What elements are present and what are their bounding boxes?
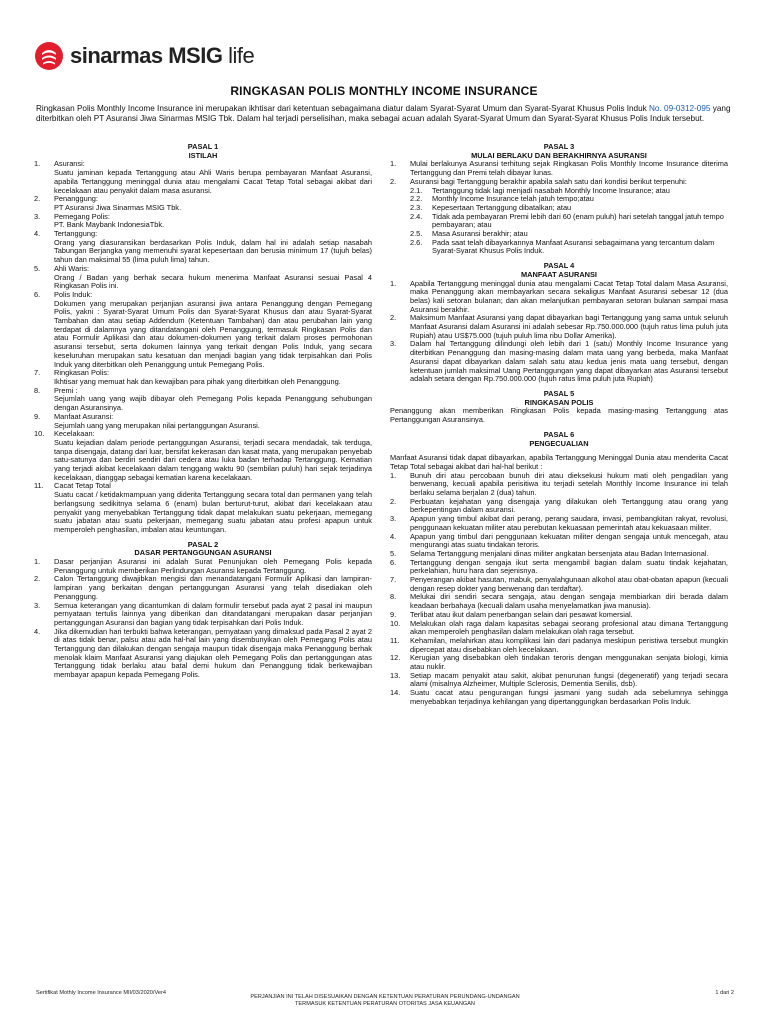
item-text: Melakukan olah raga dalam kapasitas sebagai seorang profesional atau dimana Tertanggung akan memperoleh penghasilan dalam melakukan olah raga tersebut. — [410, 618, 728, 637]
item-number: 4. — [34, 229, 41, 239]
pasal3-title: PASAL 3 — [543, 142, 575, 151]
item-text: Masa Asuransi berakhir; atau — [432, 229, 528, 239]
item-number: 5. — [34, 263, 41, 273]
pasal6-text: Manfaat Asuransi tidak dapat dibayarkan, apabila Tertanggung Meninggal Dunia atau menderita Cacat Tetap Total sebagai akibat dari hal-hal berikut : — [390, 453, 728, 471]
pasal3-sublist — [390, 187, 728, 257]
definition-item — [34, 482, 372, 534]
exclusion-item — [390, 576, 728, 593]
item-text: Terlibat atau ikut dalam penerbangan selain dari pesawat komersial. — [410, 609, 633, 619]
item-text: Kerugian yang disebabkan oleh tindakan teroris dengan menggunakan senjata biologi, kimia atau nuklir. — [410, 653, 728, 672]
item-text: Asuransi: Suatu jaminan kepada Tertanggung atau Ahli Waris berupa pembayaran Manfaat Asuransi, apabila Tertanggung meninggal dunia atau mengalami Cacat Tetap Total sebagai akibat dari kecelakaan atau penyakit dalam masa asuransi. — [54, 159, 372, 195]
item-number: 2. — [390, 176, 397, 186]
item-text: Tertanggung tidak lagi menjadi nasabah Monthly Income Insurance; atau — [432, 185, 670, 195]
item-number: 2. — [390, 496, 397, 506]
item-number: 8. — [390, 592, 397, 602]
definition-item — [34, 413, 372, 430]
definition-item — [34, 195, 372, 212]
item-number: 3. — [390, 339, 397, 349]
pasal6-list — [390, 472, 728, 707]
item-text: Setiap macam penyakit atau sakit, akibat penurunan fungsi (degeneratif) yang terjadi secara alami (misalnya Alzheimer, Multiple Sclerosis, Dementia Senilis, dsb). — [410, 670, 728, 689]
item-text: Suatu cacat atau pengurangan fungsi jasmani yang sudah ada sebelumnya sehingga menyebabkan terjadinya kehilangan yang dipertanggungkan berdasarkan Polis Induk. — [410, 688, 728, 706]
pasal2-title: PASAL 2 — [187, 539, 219, 549]
item-number: 8. — [34, 385, 41, 395]
item-number: 2.5. — [410, 229, 423, 239]
footer-certificate-code: Sertifikat Mothly Income Insurance MII/03/2020/Ver4 — [36, 990, 166, 996]
pasal1-list — [34, 160, 372, 534]
item-number: 10. — [390, 618, 401, 628]
item-number: 1. — [390, 470, 397, 480]
item-text: Penanggung: PT Asuransi Jiwa Sinarmas MSIG Tbk. — [54, 194, 182, 212]
pasal4-list — [390, 280, 728, 384]
footer-notice-line1: PERJANJIAN INI TELAH DISESUAIKAN DENGAN KETENTUAN PERATURAN PERUNDANG-UNDANGAN — [250, 994, 520, 1000]
item-number: 9. — [390, 609, 397, 619]
item-text: Ahli Waris: Orang / Badan yang berhak secara hukum menerima Manfaat Asuransi sesuai Pasal 4 Ringkasan Polis ini. — [54, 263, 372, 291]
polis-number: No. 09-0312-095 — [649, 104, 711, 113]
item-text: Calon Tertanggung diwajibkan mengisi dan menandatangani Formulir Aplikasi dan lampiran-lampiran yang berkaitan dengan pertanggungan Asuransi yang telah disediakan oleh Penanggung. — [54, 574, 372, 601]
list-item — [34, 558, 372, 575]
definition-item — [34, 160, 372, 195]
item-number: 5. — [390, 548, 397, 558]
item-text: Kepesertaan Tertanggung dibatalkan; atau — [432, 202, 572, 212]
item-number: 11. — [390, 635, 400, 645]
definition-item — [34, 213, 372, 230]
item-text: Bunuh diri atau percobaan bunuh diri atau dieksekusi hukum mati oleh pengadilan yang berwenang, kecuali apabila perisitiwa itu terjadi setelah Monthly Income Insurance ini telah berlaku selama berjalan 2 (dua) tahun. — [410, 470, 728, 498]
exclusion-item — [390, 620, 728, 637]
item-number: 7. — [34, 368, 41, 378]
item-text: Perbuatan kejahatan yang disengaja yang dilakukan oleh Tertanggung atau orang yang berkepentingan dalam asuransi. — [410, 496, 728, 515]
pasal1-subtitle: ISTILAH — [188, 150, 218, 160]
exclusion-item — [390, 498, 728, 515]
company-logo — [34, 40, 254, 72]
item-number: 1. — [34, 159, 41, 169]
pasal3-list — [390, 160, 728, 186]
definition-item — [34, 291, 372, 369]
item-text: Dasar perjanjian Asuransi ini adalah Surat Penunjukan oleh Pemegang Polis kepada Penanggung untuk memberikan Perlindungan Asuransi kepada Tertanggung. — [54, 557, 372, 575]
left-column — [34, 143, 372, 680]
item-number: 2. — [34, 194, 41, 204]
pasal5-text: Penanggung akan memberikan Ringkasan Polis kepada masing-masing Tertanggung atas Pertanggungan Asuransinya. — [390, 406, 728, 425]
definition-item — [34, 387, 372, 413]
item-number: 1. — [34, 557, 41, 567]
item-number: 13. — [390, 670, 401, 680]
pasal6-title: PASAL 6 — [543, 429, 575, 439]
item-number: 1. — [390, 159, 397, 169]
logo-text: sinarmas MSIG life — [70, 43, 255, 68]
item-number: 10. — [34, 429, 45, 439]
exclusion-item — [390, 672, 728, 689]
item-number: 3. — [390, 514, 397, 524]
item-text: Ringkasan Polis: Ikhtisar yang memuat hak dan kewajiban para pihak yang diterbitkan oleh Penanggung. — [54, 368, 341, 386]
pasal5-subtitle: RINGKASAN POLIS — [524, 397, 594, 407]
item-number: 9. — [34, 411, 41, 421]
sinarmas-msig-logo-mark — [34, 41, 64, 71]
definition-item — [34, 265, 372, 291]
pasal3-subtitle: MULAI BERLAKU DAN BERAKHIRNYA ASURANSI — [471, 150, 647, 160]
sub-list-item — [390, 213, 728, 230]
item-text: Apapun yang timbul akibat dari perang, perang saudara, invasi, pembangkitan rakyat, revolusi, penggunaan kekuatan militer atau perebutan kekuasaan pemerintah atau kekuasaan militer. — [410, 514, 728, 532]
list-item — [390, 160, 728, 177]
list-item — [34, 628, 372, 680]
list-item — [390, 314, 728, 340]
item-text: Apapun yang timbul dari penggunaan kekuatan militer dengan sengaja untuk mencegah, atau mengurangi atas suatu tindakan teroris. — [410, 531, 728, 550]
exclusion-item — [390, 515, 728, 532]
sub-list-item — [390, 239, 728, 256]
item-text: Tertanggung dengan sengaja ikut serta mengambil bagian dalam suatu tindak kejahatan, perkelahian, huru hara dan sejenisnya. — [410, 557, 728, 576]
footer-page-number: 1 dari 2 — [715, 990, 734, 996]
item-number: 2.4. — [410, 211, 423, 221]
exclusion-item — [390, 637, 728, 654]
item-number: 11. — [34, 481, 44, 491]
item-text: Monthly Income Insurance telah jatuh tempo;atau — [432, 194, 594, 204]
list-item — [390, 280, 728, 315]
item-text: Maksimum Manfaat Asuransi yang dapat dibayarkan bagi Tertanggung yang sama untuk seluruh Manfaat Asuransi dalam Asuransi ini adalah sebesar Rp.750.000.000 (tujuh ratus lima puluh juta Rupiah) atau US$75.000 (tujuh puluh lima ribu Dollar Amerika). — [410, 313, 728, 340]
item-text: Mulai berlakunya Asuransi terhitung sejak Ringkasan Polis Monthly Income Insurance diterima Tertanggung dan Premi telah dibayar lunas. — [410, 159, 728, 178]
item-number: 14. — [390, 688, 401, 698]
item-text: Tertanggung: Orang yang diasuransikan berdasarkan Polis Induk, dalam hal ini adalah setiap nasabah Tabungan Berjangka yang memenuhi syarat kepesertaan dan berusia minimum 17 (tujuh belas) tahun dan maksimal 55 (lima puluh lima) tahun. — [54, 229, 372, 265]
item-text: Manfaat Asuransi: Sejumlah uang yang merupakan nilai pertanggungan Asuransi. — [54, 411, 260, 430]
definition-item — [34, 369, 372, 386]
item-number: 2.2. — [410, 194, 423, 204]
item-text: Tidak ada pembayaran Premi lebih dari 60 (enam puluh) hari setelah tanggal jatuh tempo pembayaran; atau — [432, 211, 724, 230]
item-text: Selama Tertanggung menjalani dinas militer angkatan bersenjata atau Badan Internasional. — [410, 548, 709, 558]
item-number: 4. — [390, 531, 397, 541]
item-number: 2. — [34, 574, 41, 584]
item-text: Cacat Tetap Total Suatu cacat / ketidakmampuan yang diderita Tertanggung secara total dan permanen yang telah berlangsung sedikitnya selama 6 (enam) bulan berturut-turut, akibat dari kecelakaan atau penyakit yang menyebabkan Tertanggung tidak dapat melakukan suatu pekerjaan, memegang suatu jabatan atau suatu pekerjaan, memegang suatu jabatan atau profesi apapun untuk memperoleh penghasilan, imbalan atau keuntungan. — [54, 481, 372, 534]
pasal1-title: PASAL 1 — [187, 142, 219, 151]
pasal4-title: PASAL 4 — [543, 261, 575, 271]
exclusion-item — [390, 559, 728, 576]
item-text: Penyerangan akibat hasutan, mabuk, penyalahgunaan alkohol atau obat-obatan apapun (kecuali dengan resep dokter yang berwenang dan terdaftar). — [410, 575, 728, 593]
definition-item — [34, 230, 372, 265]
item-text: Jika dikemudian hari terbukti bahwa keterangan, pernyataan yang dimaksud pada Pasal 2 ayat 2 di atas tidak benar, palsu atau ada hal-hal lain yang disembunyikan oleh Pemegang Polis atau Tertanggung dan dilakukan dengan sengaja maupun tidak disengaja maka Penanggung berhak menolak klaim Manfaat Asuransi yang diajukan oleh Pemegang Polis dan pertanggungan atas Tertanggung tidak berlaku atau batal demi hukum dan Penanggung tidak berkewajiban membayar apapun kepada Pemegang Polis. — [54, 626, 372, 680]
exclusion-item — [390, 654, 728, 671]
footer-notice — [36, 994, 734, 1008]
pasal2-subtitle: DASAR PERTANGGUNGAN ASURANSI — [134, 548, 272, 558]
item-number: 12. — [390, 653, 401, 663]
item-number: 3. — [34, 600, 41, 610]
item-number: 6. — [390, 557, 397, 567]
item-number: 7. — [390, 575, 397, 585]
item-text: Asuransi bagi Tertanggung berakhir apabila salah satu dari kondisi berikut terpenuhi: — [410, 176, 687, 186]
exclusion-item — [390, 593, 728, 610]
pasal2-list — [34, 558, 372, 680]
intro-paragraph: Ringkasan Polis Monthly Income Insurance ini merupakan ikhtisar dari ketentuan sebagaimana diatur dalam Syarat-Syarat Umum dan Syarat-Syarat Khusus Polis Induk No. 09-0312-095 yang diterbitkan oleh PT Asuransi Jiwa Sinarmas MSIG Tbk. Dalam hal terjadi perselisihan, maka sebagai acuan adalah Syarat-Syarat Umum dan Syarat-Syarat Khusus Polis Induk tersebut. — [36, 104, 731, 123]
item-number: 2.6. — [410, 237, 423, 247]
item-text: Kecelakaan: Suatu kejadian dalam periode pertanggungan Asuransi, terjadi secara mendadak, tak terduga, tanpa disengaja, datang dari luar, bersifat kekerasan dan kasat mata, yang merupakan penyebab satu-satunya dan berdiri sendiri dari cedera atau luka badan terhadap Tertanggung. Kematian yang terjadi akibat kecelakaan dalam tenggang waktu 90 (sembilan puluh) hari sejak terjadinya kecelakaan, dianggap sebagai kematian karena kecelakaan. — [54, 429, 373, 482]
right-column — [390, 143, 728, 707]
item-text: Melukai diri sendiri secara sengaja, atau dengan sengaja membiarkan diri berada dalam keadaan berbahaya (kecuali dalam usaha menyelamatkan jiwa manusia). — [410, 592, 728, 611]
pasal6-subtitle: PENGECUALIAN — [529, 438, 589, 448]
document-title: RINGKASAN POLIS MONTHLY INCOME INSURANCE — [230, 84, 538, 98]
pasal5-title: PASAL 5 — [543, 388, 575, 398]
item-text: Polis Induk: Dokumen yang merupakan perjanjian asuransi jiwa antara Penanggung dengan Pemegang Polis, yakni : Syarat-Syarat Umum Polis dan Syarat-Syarat Khusus dan atau Syarat-Syarat Tambahan dan atau setiap Addendum (Ketentuan Tambahan) dan atau perubahan lain yang terdapat di dalamnya yang ditandatangani oleh Penanggung, termasuk Ringkasan Polis dan atau Formulir Aplikasi dan atau dokumen-dokumen yang terkait dalam proses permohonan asuransi tersebut, serta dokumen lainnya yang terkait dengan Polis Induk, yang secara keseluruhan merupakan satu kesatuan dan menjadi bagian yang tidak terpisahkan dari Polis Induk yang diterbitkan oleh Penanggung untuk Pemegang Polis. — [54, 289, 372, 369]
item-text: Pemegang Polis: PT. Bank Maybank IndonesiaTbk. — [54, 211, 165, 230]
pasal4-subtitle: MANFAAT ASURANSI — [521, 269, 597, 279]
list-item — [34, 575, 372, 601]
item-text: Kehamilan, melahirkan atau komplikasi lain dari padanya meskipun peristiwa tersebut mungkin dipercepat atau disebabkan oleh kecelakaan. — [410, 635, 728, 654]
footer-notice-line2: TERMASUK KETENTUAN PERATURAN OTORITAS JASA KEUANGAN — [295, 1001, 475, 1007]
item-text: Dalam hal Tertanggung dilindungi oleh lebih dari 1 (satu) Monthly Income Insurance yang diterbitkan Penanggung dan masing-masing dalam mata uang yang berbeda, maka Manfaat Asuransi dapat dibayarkan dalam salah satu atau kedua jenis mata uang tersebut, dengan ketentuan jumlah maksimal Uang Pertanggungan yang dapat dibayarkan atas Asuransi tersebut adalah setara dengan Rp.750.000.000 (tujuh ratus lima puluh juta Rupiah) — [410, 339, 728, 384]
item-text: Apabila Tertanggung meninggal dunia atau mengalami Cacat Tetap Total dalam Masa Asuransi, maka Penanggung akan membayarkan secara sekaligus Manfaat Asuransi sebesar 12 (dua belas) kali setoran bulanan; dan akan melanjutkan pembayaran setoran bulanan sampai masa Asuransi berakhir. — [410, 278, 728, 314]
definition-item — [34, 430, 372, 482]
item-number: 1. — [390, 278, 397, 288]
item-text: Pada saat telah dibayarkannya Manfaat Asuransi sebagaimana yang tercantum dalam Syarat-Syarat Khusus Polis Induk. — [432, 237, 715, 256]
list-item — [390, 340, 728, 384]
list-item — [34, 602, 372, 628]
item-text: Premi : Sejumlah uang yang wajib dibayar oleh Pemegang Polis kepada Penanggung sehubungan dengan Asuransinya. — [54, 385, 372, 413]
exclusion-item — [390, 472, 728, 498]
item-number: 2.1. — [410, 185, 423, 195]
item-number: 2.3. — [410, 202, 423, 212]
item-number: 6. — [34, 289, 41, 299]
item-number: 4. — [34, 626, 41, 636]
item-number: 2. — [390, 313, 397, 323]
item-text: Semua keterangan yang dicantumkan di dalam formulir tersebut pada ayat 2 pasal ini maupun pernyataan tertulis lainnya yang diberikan dan ditandatangani merupakan dasar perjanjian pertanggungan Asuransi dan bagian yang tidak terpisahkan dari Polis Induk. — [54, 600, 372, 627]
exclusion-item — [390, 533, 728, 550]
exclusion-item — [390, 689, 728, 706]
item-number: 3. — [34, 211, 41, 221]
